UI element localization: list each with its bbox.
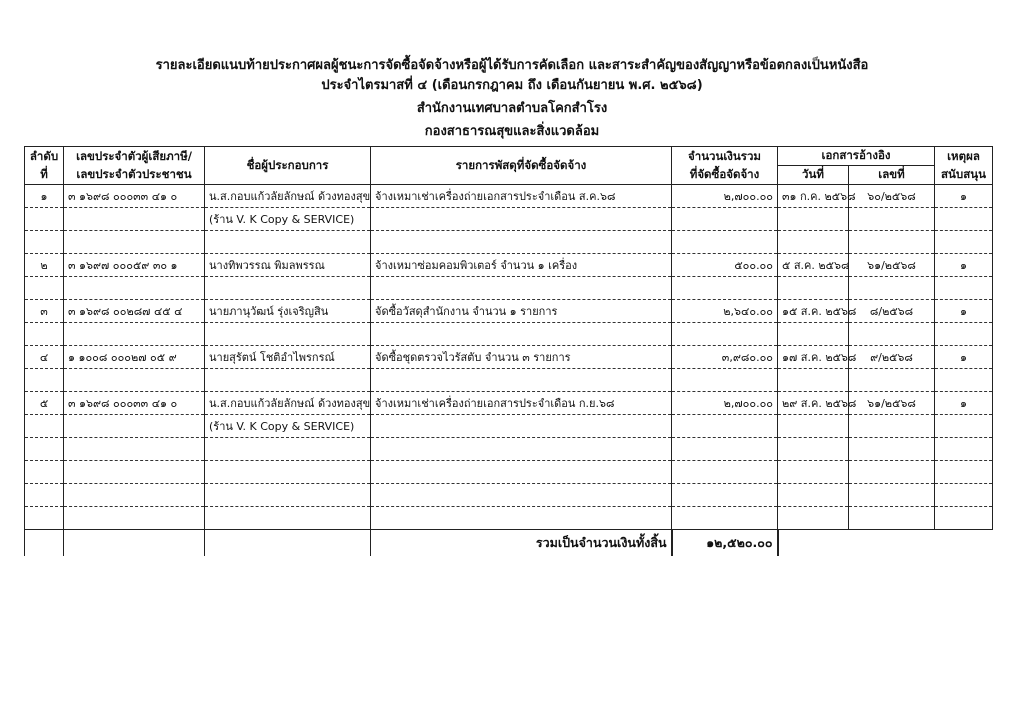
cell-vendor: นายภานุวัฒน์ รุ่งเจริญสิน bbox=[205, 300, 371, 323]
col-header-no: ลำดับ ที่ bbox=[25, 147, 64, 185]
doc-division: กองสาธารณสุขและสิ่งแวดล้อม bbox=[424, 124, 600, 139]
cell-date: ๑๗ ส.ค. ๒๕๖๘ bbox=[778, 346, 849, 369]
cell-docno: ๘/๒๕๖๘ bbox=[849, 300, 935, 323]
cell-reason: ๑ bbox=[935, 185, 993, 208]
table-row bbox=[25, 323, 993, 346]
table-row bbox=[25, 415, 993, 438]
procurement-table bbox=[24, 146, 993, 556]
cell-item: จัดซื้อวัสดุสำนักงาน จำนวน ๑ รายการ bbox=[371, 300, 672, 323]
table-row bbox=[25, 392, 993, 415]
cell-vendor: น.ส.กอบแก้วลัยลักษณ์ ด้วงทองสุข bbox=[205, 392, 371, 415]
cell-amount: ๓,๙๘๐.๐๐ bbox=[672, 346, 778, 369]
table-row bbox=[25, 369, 993, 392]
cell-taxid: ๓ ๑๖๙๘ ๐๐๐๓๓ ๔๑ ๐ bbox=[64, 185, 205, 208]
doc-title: รายละเอียดแนบท้ายประกาศผลผู้ชนะการจัดซื้อจัดจ้างหรือผู้ได้รับการคัดเลือก และสาระสำคัญของสัญญาหรือข้อตกลงเป็นหนังสือ bbox=[155, 58, 869, 73]
col-header-vendor: ชื่อผู้ประกอบการ bbox=[205, 147, 371, 185]
cell-reason: ๑ bbox=[935, 392, 993, 415]
col-header-ref-no: เลขที่ bbox=[849, 166, 935, 185]
col-header-item: รายการพัสดุที่จัดซื้อจัดจ้าง bbox=[371, 147, 672, 185]
cell-amount: ๕๐๐.๐๐ bbox=[672, 254, 778, 277]
cell-vendor-shop: (ร้าน V. K Copy & SERVICE) bbox=[205, 415, 371, 438]
col-header-amount: จำนวนเงินรวม ที่จัดซื้อจัดจ้าง bbox=[672, 147, 778, 185]
cell-no: ๔ bbox=[25, 346, 64, 369]
table-row bbox=[25, 346, 993, 369]
cell-no: ๑ bbox=[25, 185, 64, 208]
table-row bbox=[25, 484, 993, 507]
col-header-ref-date: วันที่ bbox=[778, 166, 849, 185]
col-header-ref-group: เอกสารอ้างอิง bbox=[778, 147, 935, 166]
cell-reason: ๑ bbox=[935, 346, 993, 369]
cell-taxid: ๓ ๑๖๙๘ ๐๐๐๓๓ ๔๑ ๐ bbox=[64, 392, 205, 415]
table-row bbox=[25, 208, 993, 231]
total-label: รวมเป็นจำนวนเงินทั้งสิ้น bbox=[371, 530, 672, 557]
cell-taxid: ๑ ๑๐๐๘ ๐๐๐๒๗ ๐๕ ๙ bbox=[64, 346, 205, 369]
cell-taxid: ๓ ๑๖๙๘ ๐๐๒๘๗ ๔๕ ๔ bbox=[64, 300, 205, 323]
cell-item: จัดซื้อชุดตรวจไวรัสตับ จำนวน ๓ รายการ bbox=[371, 346, 672, 369]
table-row bbox=[25, 254, 993, 277]
cell-vendor-shop: (ร้าน V. K Copy & SERVICE) bbox=[205, 208, 371, 231]
cell-vendor: นายสุรัตน์ โชติอำไพรกรณ์ bbox=[205, 346, 371, 369]
total-value: ๑๒,๕๒๐.๐๐ bbox=[672, 530, 778, 557]
doc-office: สำนักงานเทศบาลตำบลโคกสำโรง bbox=[416, 101, 608, 116]
table-row bbox=[25, 185, 993, 208]
cell-date: ๕ ส.ค. ๒๕๖๘ bbox=[778, 254, 849, 277]
cell-date: ๓๑ ก.ค. ๒๕๖๘ bbox=[778, 185, 849, 208]
cell-reason: ๑ bbox=[935, 254, 993, 277]
cell-date: ๑๕ ส.ค. ๒๕๖๘ bbox=[778, 300, 849, 323]
table-row bbox=[25, 300, 993, 323]
cell-no: ๓ bbox=[25, 300, 64, 323]
cell-item: จ้างเหมาซ่อมคอมพิวเตอร์ จำนวน ๑ เครื่อง bbox=[371, 254, 672, 277]
cell-no: ๒ bbox=[25, 254, 64, 277]
cell-taxid: ๓ ๑๖๙๗ ๐๐๐๕๙ ๓๐ ๑ bbox=[64, 254, 205, 277]
table-row bbox=[25, 438, 993, 461]
cell-vendor: นางทิพวรรณ พิมลพรรณ bbox=[205, 254, 371, 277]
table-row bbox=[25, 231, 993, 254]
col-header-taxid: เลขประจำตัวผู้เสียภาษี/ เลขประจำตัวประชาชน bbox=[64, 147, 205, 185]
total-row bbox=[25, 530, 993, 557]
doc-quarter: ประจำไตรมาสที่ ๔ (เดือนกรกฎาคม ถึง เดือนกันยายน พ.ศ. ๒๕๖๘) bbox=[321, 78, 703, 93]
cell-item: จ้างเหมาเช่าเครื่องถ่ายเอกสารประจำเดือน ส.ค.๖๘ bbox=[371, 185, 672, 208]
cell-reason: ๑ bbox=[935, 300, 993, 323]
cell-item: จ้างเหมาเช่าเครื่องถ่ายเอกสารประจำเดือน ก.ย.๖๘ bbox=[371, 392, 672, 415]
table-row bbox=[25, 461, 993, 484]
table-row bbox=[25, 507, 993, 530]
cell-docno: ๖๐/๒๕๖๘ bbox=[849, 185, 935, 208]
cell-docno: ๖๑/๒๕๖๘ bbox=[849, 254, 935, 277]
cell-amount: ๒,๗๐๐.๐๐ bbox=[672, 392, 778, 415]
cell-date: ๒๙ ส.ค. ๒๕๖๘ bbox=[778, 392, 849, 415]
cell-vendor: น.ส.กอบแก้วลัยลักษณ์ ด้วงทองสุข bbox=[205, 185, 371, 208]
cell-amount: ๒,๗๐๐.๐๐ bbox=[672, 185, 778, 208]
cell-no: ๕ bbox=[25, 392, 64, 415]
table-row bbox=[25, 277, 993, 300]
cell-docno: ๙/๒๕๖๘ bbox=[849, 346, 935, 369]
cell-amount: ๒,๖๔๐.๐๐ bbox=[672, 300, 778, 323]
cell-docno: ๖๑/๒๕๖๘ bbox=[849, 392, 935, 415]
col-header-reason: เหตุผล สนับสนุน bbox=[935, 147, 993, 185]
